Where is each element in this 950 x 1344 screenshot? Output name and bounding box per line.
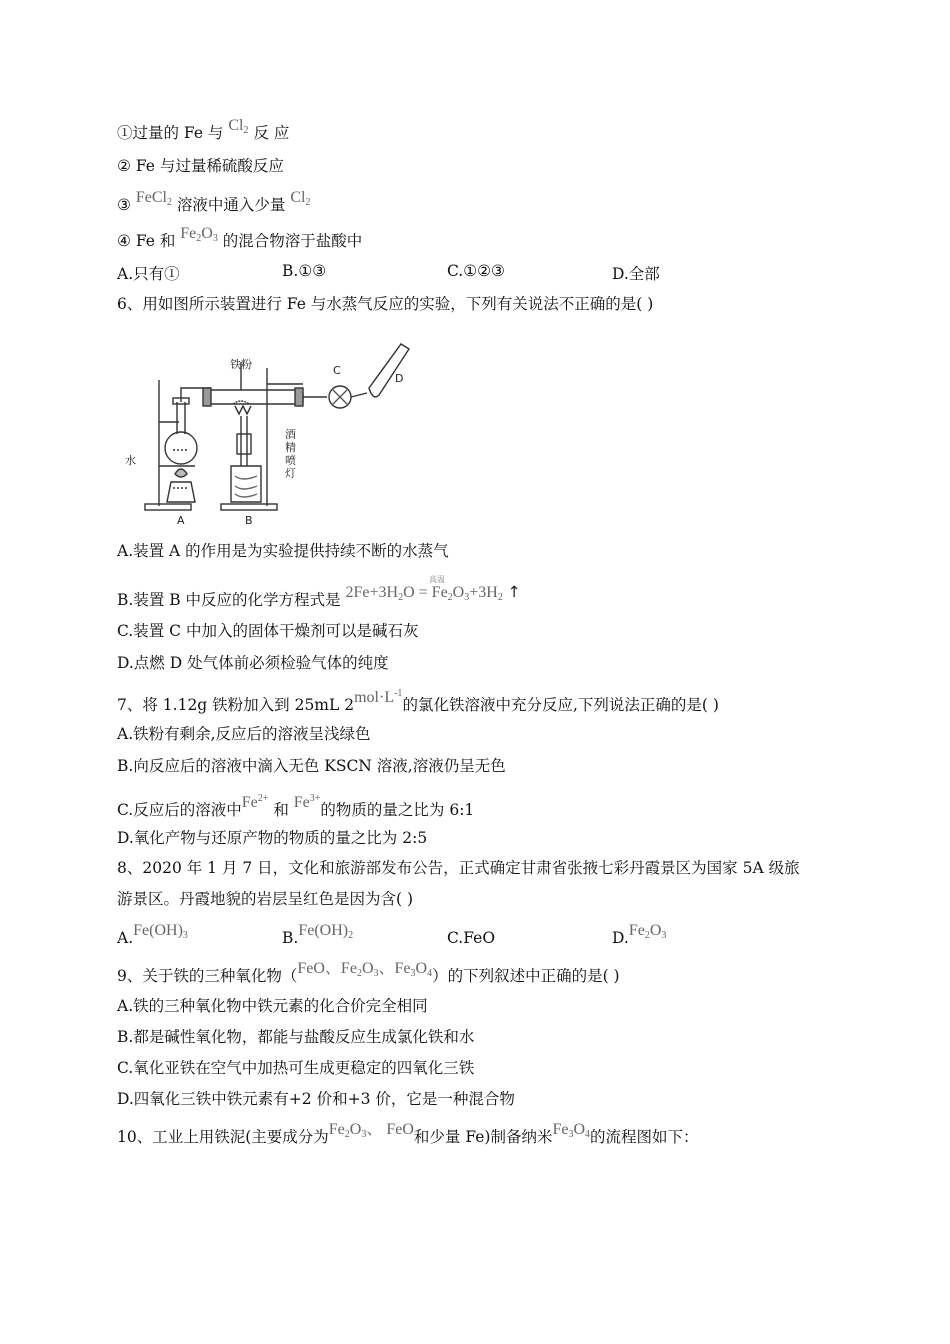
label-d: D [395, 372, 404, 385]
q8-option-b: $B.Fe(OH)_2$ [282, 922, 354, 947]
q8-option-a: $A.Fe(OH)_3$ [117, 922, 188, 947]
q5-option-a: A.只有① [117, 265, 180, 283]
q10-stem: 10、工业上用铁泥(主要成分为$Fe_2O_3$、 FeO和少量 Fe)制备纳米$Fe_3O_4$的流程图如下： [117, 1121, 699, 1146]
up-arrow-icon: ↑ [502, 583, 521, 601]
formula-fe2o3: $Fe_2O_3$ [180, 225, 218, 244]
formula-fecl2: FeCl$_2$ [135, 189, 172, 208]
q6-option-b: B.装置 B 中反应的化学方程式是 $2Fe+3H_2O = Fe_2O_3+3H_2$ ↑ [117, 583, 521, 609]
q9-option-b: B.都是碱性氧化物，都能与盐酸反应生成氯化铁和水 [117, 1028, 475, 1046]
stand-base-b [221, 504, 277, 510]
stand-base-a [145, 504, 191, 510]
reaction-condition: 高温 [429, 575, 445, 584]
label-lamp-1: 酒 [285, 428, 296, 441]
ion-fe3plus: $Fe^{3+}$ [293, 793, 321, 811]
test-tube-d [369, 344, 409, 397]
reaction-tube [207, 390, 303, 404]
q7-option-a: A.铁粉有剩余,反应后的溶液呈浅绿色 [117, 725, 371, 743]
label-lamp-4: 灯 [285, 467, 296, 480]
formula-iron-oxides: FeO、$Fe_2O_3$、$Fe_3O_4$ [297, 960, 433, 979]
q6-stem: 6、用如图所示装置进行 Fe 与水蒸气反应的实验，下列有关说法不正确的是( ) [117, 295, 654, 313]
label-b: B [245, 514, 253, 527]
q5-option-b: B.①③ [282, 262, 327, 280]
q5-item-1: ①过量的 Fe 与 $Cl_2$ 反 应 [117, 117, 290, 142]
formula-equation: $2Fe+3H_2O = Fe_2O_3+3H_2$ [345, 584, 503, 603]
q9-stem: 9、关于铁的三种氧化物（FeO、$Fe_2O_3$、$Fe_3O_4$）的下列叙述中正确的是( ) [117, 960, 620, 985]
q8-stem-line1: 8、2020 年 1 月 7 日，文化和旅游部发布公告，正式确定甘肃省张掖七彩丹霞景区为国家 5A 级旅 [117, 859, 800, 877]
q8-stem-line2: 游景区。丹霞地貌的岩层呈红色是因为含( ) [117, 890, 414, 908]
formula-fe3o4: $Fe_3O_4$ [552, 1121, 591, 1140]
q5-option-d: D.全部 [612, 265, 660, 283]
q9-option-c: C.氧化亚铁在空气中加热可生成更稳定的四氧化三铁 [117, 1059, 475, 1077]
formula-cl2: $Cl_2$ [290, 189, 311, 208]
label-lamp-2: 精 [285, 441, 296, 454]
q8-option-d: $D.Fe_2O_3$ [612, 922, 667, 947]
ion-fe2plus: $Fe^{2+}$ [241, 793, 269, 811]
q6-apparatus-figure [117, 338, 417, 530]
unit-mol-per-l: $mol\cdot L^{-1}$ [354, 688, 403, 706]
label-c: C [333, 364, 341, 377]
q5-option-c: C.①②③ [447, 262, 505, 280]
label-iron-powder: 铁粉 [230, 358, 252, 371]
flask-a [165, 432, 197, 464]
q6-option-c: C.装置 C 中加入的固体干燥剂可以是碱石灰 [117, 622, 419, 640]
q7-option-b: B.向反应后的溶液中滴入无色 KSCN 溶液,溶液仍呈无色 [117, 757, 506, 775]
q9-option-d: D.四氧化三铁中铁元素有+2 价和+3 价，它是一种混合物 [117, 1090, 515, 1108]
q9-option-a: A.铁的三种氧化物中铁元素的化合价完全相同 [117, 997, 428, 1015]
q5-item-4: ④ Fe 和 $Fe_2O_3$ 的混合物溶于盐酸中 [117, 225, 363, 250]
q6-option-a: A.装置 A 的作用是为实验提供持续不断的水蒸气 [117, 542, 449, 560]
q5-item-2: ② Fe 与过量稀硫酸反应 [117, 157, 284, 175]
q6-option-d: D.点燃 D 处气体前必须检验气体的纯度 [117, 654, 389, 672]
label-lamp-3: 喷 [285, 454, 296, 467]
formula-cl2: $Cl_2$ [228, 117, 249, 136]
q7-stem: 7、将 1.12g 铁粉加入到 25mL $2mol\cdot L^{-1}$的氯化铁溶液中充分反应,下列说法正确的是( ) [117, 688, 719, 714]
q7-option-c: C.反应后的溶液中$Fe^{2+}$ 和 $Fe^{3+}$的物质的量之比为 6:1 [117, 793, 475, 819]
formula-fe2o3-feo: $Fe_2O_3$、 FeO [328, 1121, 414, 1140]
q7-option-d: D.氧化产物与还原产物的物质的量之比为 2:5 [117, 829, 428, 847]
label-a: A [177, 514, 185, 527]
label-water: 水 [125, 454, 136, 467]
q8-option-c: C.FeO [447, 929, 496, 947]
iron-powder [235, 406, 251, 414]
q5-item-3: ③ FeCl$_2$ 溶液中通入少量 $Cl_2$ [117, 189, 311, 214]
